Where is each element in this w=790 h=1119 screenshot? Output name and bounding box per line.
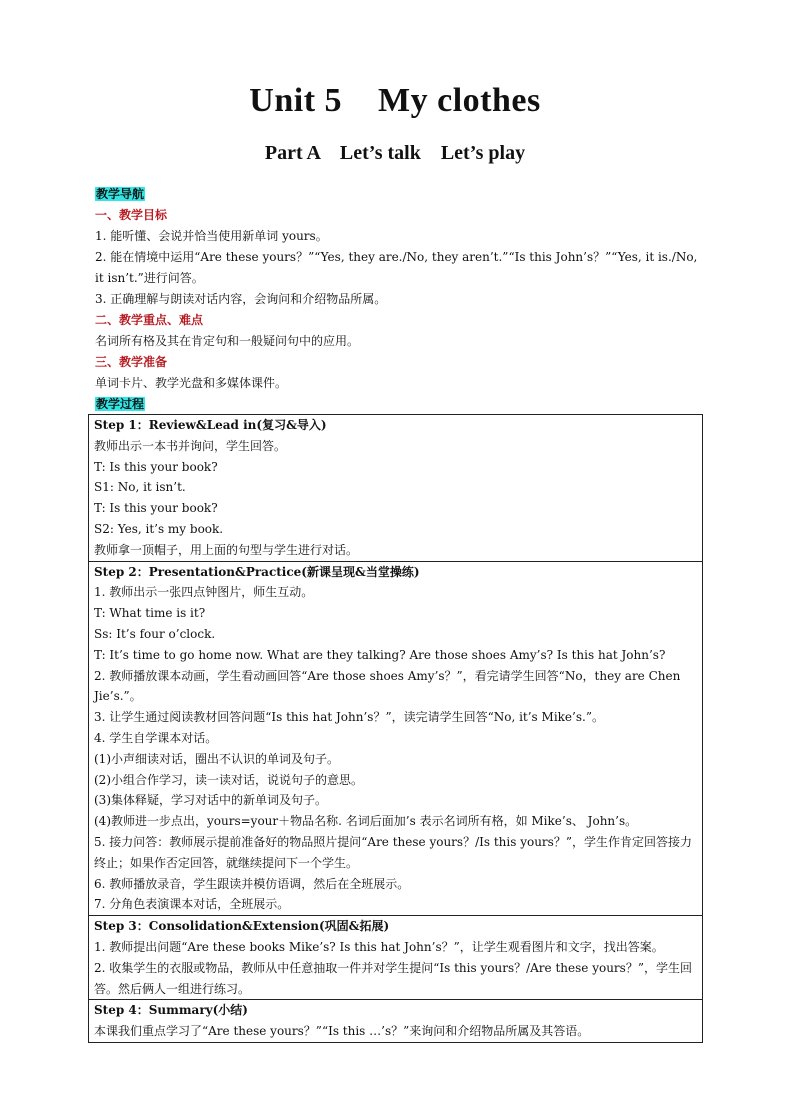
objective-item-2: 2. 能在情境中运用“Are these yours？”“Yes, they are./No, they aren’t.”“Is this John’s？”“Yes, it is./No, it isn’t.”进行问答。 — [95, 250, 698, 285]
keypoints-heading: 二、教学重点、难点 — [95, 313, 204, 327]
step-2-line: (3)集体释疑，学习对话中的新单词及句子。 — [94, 793, 327, 808]
step-1-line: 教师拿一顶帽子，用上面的句型与学生进行对话。 — [94, 542, 359, 557]
step-4-title: Step 4：Summary(小结) — [94, 1003, 248, 1018]
step-1-title: Step 1：Review&Lead in(复习&导入) — [94, 418, 327, 432]
step-4-line: 本课我们重点学习了“Are these yours？”“Is this …’s？”来询问和介绍物品所属及其答语。 — [94, 1024, 590, 1039]
step-2-line: 6. 教师播放录音，学生跟读并模仿语调，然后在全班展示。 — [94, 876, 410, 891]
step-4-row — [89, 1000, 703, 1043]
step-2-row — [89, 561, 703, 916]
keypoints-text: 名词所有格及其在肯定句和一般疑问句中的应用。 — [95, 334, 360, 348]
lesson-overview — [95, 184, 705, 415]
step-3-title: Step 3：Consolidation&Extension(巩固&拓展) — [94, 919, 390, 934]
step-1-line: S1: No, it isn’t. — [94, 480, 186, 495]
step-2-line: Ss: It’s four o’clock. — [94, 626, 216, 641]
step-1-line: T: Is this your book? — [94, 459, 218, 474]
prep-heading: 三、教学准备 — [95, 355, 168, 369]
step-2-line: 2. 教师播放课本动画，学生看动画回答“Are those shoes Amy’s？”，看完请学生回答“No，they are Chen Jie’s.”。 — [94, 668, 681, 704]
step-3-line: 1. 教师提出问题“Are these books Mike’s? Is this hat John’s？”，让学生观看图片和文字，找出答案。 — [94, 939, 664, 954]
process-tag: 教学过程 — [96, 397, 145, 411]
step-1-cell — [89, 415, 703, 562]
step-2-line: (1)小声细读对话，圈出不认识的单词及句子。 — [94, 751, 339, 766]
step-3-cell — [89, 916, 703, 1000]
objective-item-3: 3. 正确理解与朗读对话内容，会询问和介绍物品所属。 — [95, 292, 387, 306]
prep-text: 单词卡片、教学光盘和多媒体课件。 — [95, 376, 288, 390]
step-2-line: T: It’s time to go home now. What are they talking? Are those shoes Amy’s? Is this hat John’s? — [94, 647, 666, 662]
step-2-line: 1. 教师出示一张四点钟图片，师生互动。 — [94, 585, 314, 600]
nav-tag: 教学导航 — [96, 187, 145, 201]
objective-item-1: 1. 能听懂、会说并恰当使用新单词 yours。 — [95, 229, 328, 243]
step-1-row — [89, 415, 703, 562]
step-1-line: T: Is this your book? — [94, 501, 218, 516]
step-2-line: (4)教师进一步点出，yours=your＋物品名称. 名词后面加’s 表示名词所有格，如 Mike’s、 John’s。 — [94, 814, 638, 829]
step-3-row — [89, 916, 703, 1000]
teaching-process-table — [88, 414, 703, 1043]
page-title: Unit 5 My clothes — [249, 82, 541, 119]
step-2-line: 4. 学生自学课本对话。 — [94, 730, 218, 745]
step-2-title: Step 2：Presentation&Practice(新课呈现&当堂操练) — [94, 564, 420, 579]
step-2-line: T: What time is it? — [94, 606, 206, 621]
step-1-line: S2: Yes, it’s my book. — [94, 521, 224, 536]
step-2-cell — [89, 561, 703, 916]
page-subtitle: Part A Let’s talk Let’s play — [264, 142, 526, 164]
step-2-line: 5. 接力问答：教师展示提前准备好的物品照片提问“Are these yours？/Is this yours？”，学生作肯定回答接力终止；如果作否定回答，就继续提问下一个学生。 — [94, 834, 692, 870]
step-4-cell — [89, 1000, 703, 1043]
step-3-line: 2. 收集学生的衣服或物品，教师从中任意抽取一件并对学生提问“Is this yours？/Are these yours？”，学生回答。然后俩人一组进行练习。 — [94, 960, 692, 996]
step-1-line: 教师出示一本书并询问，学生回答。 — [94, 438, 287, 453]
objectives-heading: 一、教学目标 — [95, 208, 168, 222]
step-2-line: 7. 分角色表演课本对话，全班展示。 — [94, 897, 290, 912]
step-2-line: (2)小组合作学习，读一读对话，说说句子的意思。 — [94, 772, 363, 787]
step-2-line: 3. 让学生通过阅读教材回答问题“Is this hat John’s？”，读完请学生回答“No, it’s Mike’s.”。 — [94, 710, 604, 725]
